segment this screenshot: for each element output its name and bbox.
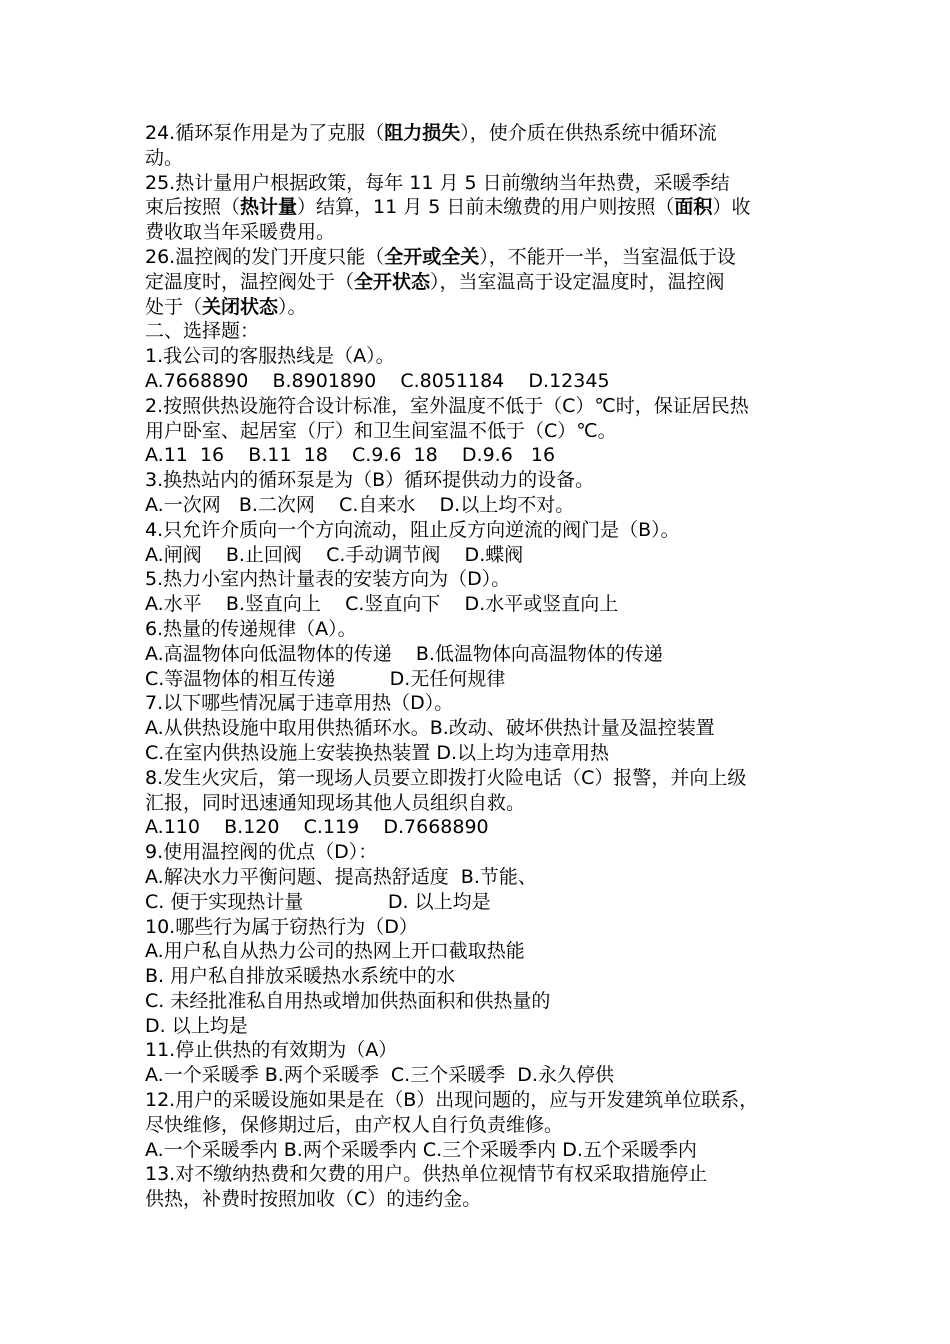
text-line [145, 468, 815, 493]
line-text: 7.以下哪些情况属于违章用热（D）。 [145, 692, 454, 715]
line-text: C.等温物体的相互传递 D.无任何规律 [145, 667, 506, 690]
line-text: A.高温物体向低温物体的传递 B.低温物体向高温物体的传递 [145, 642, 663, 665]
answer-text: 面积 [674, 196, 713, 219]
text-line [145, 964, 815, 989]
line-text: A.用户私自从热力公司的热网上开口截取热能 [145, 940, 525, 963]
line-text: C. 未经批准私自用热或增加供热面积和供热量的 [145, 989, 551, 1012]
line-text: A.水平 B.竖直向上 C.竖直向下 D.水平或竖直向上 [145, 593, 619, 616]
answer-text: 热计量 [240, 196, 298, 219]
line-text: 供热，补费时按照加收（C）的违约金。 [145, 1188, 482, 1211]
line-text: ），使介质在供热系统中循环流 [460, 122, 717, 144]
line-text: A.7668890 B.8901890 C.8051184 D.12345 [145, 369, 610, 392]
line-text: 动。 [145, 146, 184, 169]
text-line [145, 295, 815, 320]
line-text: 束后按照（ [145, 196, 241, 219]
text-line [145, 146, 815, 171]
text-line [145, 840, 815, 865]
text-line [145, 989, 815, 1014]
line-text: 1.我公司的客服热线是（A）。 [145, 345, 395, 368]
text-line [145, 791, 815, 816]
line-text: 26.温控阀的发门开度只能（ [145, 245, 385, 268]
text-line [145, 419, 815, 444]
line-text: 8.发生火灾后，第一现场人员要立即拨打火险电话（C）报警，并向上级 [145, 766, 747, 789]
line-text: 11.停止供热的有效期为（A） [145, 1039, 398, 1062]
line-text: 3.换热站内的循环泵是为（B）循环提供动力的设备。 [145, 469, 595, 492]
line-text: 24.循环泵作用是为了克服（ [145, 122, 385, 144]
text-line [145, 443, 815, 468]
text-line [145, 319, 815, 344]
line-text: ），不能开一半，当室温低于设 [479, 245, 736, 268]
text-line [145, 493, 815, 518]
line-text: 费收取当年采暖费用。 [145, 221, 336, 244]
answer-text: 全开状态 [354, 270, 431, 293]
text-line [145, 592, 815, 617]
line-text: 4.只允许介质向一个方向流动，阻止反方向逆流的阀门是（B）。 [145, 518, 680, 541]
line-text: D. 以上均是 [145, 1014, 248, 1037]
line-text: A.一个采暖季内 B.两个采暖季内 C.三个采暖季内 D.五个采暖季内 [145, 1138, 697, 1161]
text-line [145, 1014, 815, 1039]
answer-text: 全开或全关 [384, 245, 480, 268]
line-text: A.解决水力平衡问题、提高热舒适度 B.节能、 [145, 865, 537, 888]
text-line [145, 1088, 815, 1113]
text-line [145, 543, 815, 568]
line-text: 25.热计量用户根据政策，每年 11 月 5 日前缴纳当年热费，采暖季结 [145, 171, 730, 194]
line-text: ），当室温高于设定温度时，温控阀 [430, 270, 725, 293]
line-text: A.110 B.120 C.119 D.7668890 [145, 816, 489, 839]
line-text: 2.按照供热设施符合设计标准，室外温度不低于（C）℃时，保证居民热 [145, 394, 749, 417]
line-text: A.从供热设施中取用供热循环水。B.改动、破坏供热计量及温控装置 [145, 717, 715, 740]
line-text: C.在室内供热设施上安装换热装置 D.以上均为违章用热 [145, 741, 610, 764]
text-line [145, 220, 815, 245]
document-text-body [145, 121, 815, 1212]
line-text: 处于（ [145, 295, 203, 318]
text-line [145, 121, 815, 146]
text-line [145, 369, 815, 394]
text-line [145, 245, 815, 270]
text-line [145, 567, 815, 592]
text-line [145, 344, 815, 369]
text-line [145, 766, 815, 791]
text-line [145, 667, 815, 692]
text-line [145, 642, 815, 667]
text-line [145, 890, 815, 915]
text-line [145, 195, 815, 220]
line-text: ）结算，11 月 5 日前未缴费的用户则按照（ [297, 196, 675, 219]
answer-text: 关闭状态 [202, 295, 279, 318]
line-text: 定温度时，温控阀处于（ [145, 270, 355, 293]
text-line [145, 865, 815, 890]
text-line [145, 939, 815, 964]
text-line [145, 394, 815, 419]
text-line [145, 815, 815, 840]
text-line [145, 915, 815, 940]
text-line [145, 617, 815, 642]
line-text: ）。 [278, 295, 307, 318]
line-text: 10.哪些行为属于窃热行为（D） [145, 915, 418, 938]
text-line [145, 1038, 815, 1063]
answer-text: 阻力损失 [384, 122, 461, 144]
line-text: B. 用户私自排放采暖热水系统中的水 [145, 965, 456, 988]
line-text: A.一个采暖季 B.两个采暖季 C.三个采暖季 D.永久停供 [145, 1064, 614, 1087]
text-line [145, 1063, 815, 1088]
line-text: 用户卧室、起居室（厅）和卫生间室温不低于（C）℃。 [145, 419, 617, 442]
line-text: 5.热力小室内热计量表的安装方向为（D）。 [145, 568, 511, 591]
line-text: 6.热量的传递规律（A）。 [145, 617, 357, 640]
line-text: 12.用户的采暖设施如果是在（B）出现问题的，应与开发建筑单位联系， [145, 1089, 759, 1112]
line-text: 二、选择题： [145, 320, 260, 343]
line-text: A.闸阀 B.止回阀 C.手动调节阀 D.蝶阀 [145, 543, 524, 566]
text-line [145, 1113, 815, 1138]
text-line [145, 1187, 815, 1212]
line-text: 汇报，同时迅速通知现场其他人员组织自救。 [145, 791, 526, 814]
text-line [145, 171, 815, 196]
line-text: A.一次网 B.二次网 C.自来水 D.以上均不对。 [145, 493, 575, 516]
text-line [145, 518, 815, 543]
text-line [145, 691, 815, 716]
text-line [145, 716, 815, 741]
line-text: C. 便于实现热计量 D. 以上均是 [145, 890, 491, 913]
text-line [145, 741, 815, 766]
line-text: 13.对不缴纳热费和欠费的用户。供热单位视情节有权采取措施停止 [145, 1163, 708, 1186]
line-text: ）收 [712, 196, 751, 219]
line-text: 9.使用温控阀的优点（D）： [145, 841, 378, 864]
text-line [145, 270, 815, 295]
text-line [145, 1138, 815, 1163]
line-text: A.11 16 B.11 18 C.9.6 18 D.9.6 16 [145, 444, 556, 467]
text-line [145, 1162, 815, 1187]
line-text: 尽快维修，保修期过后，由产权人自行负责维修。 [145, 1113, 564, 1136]
